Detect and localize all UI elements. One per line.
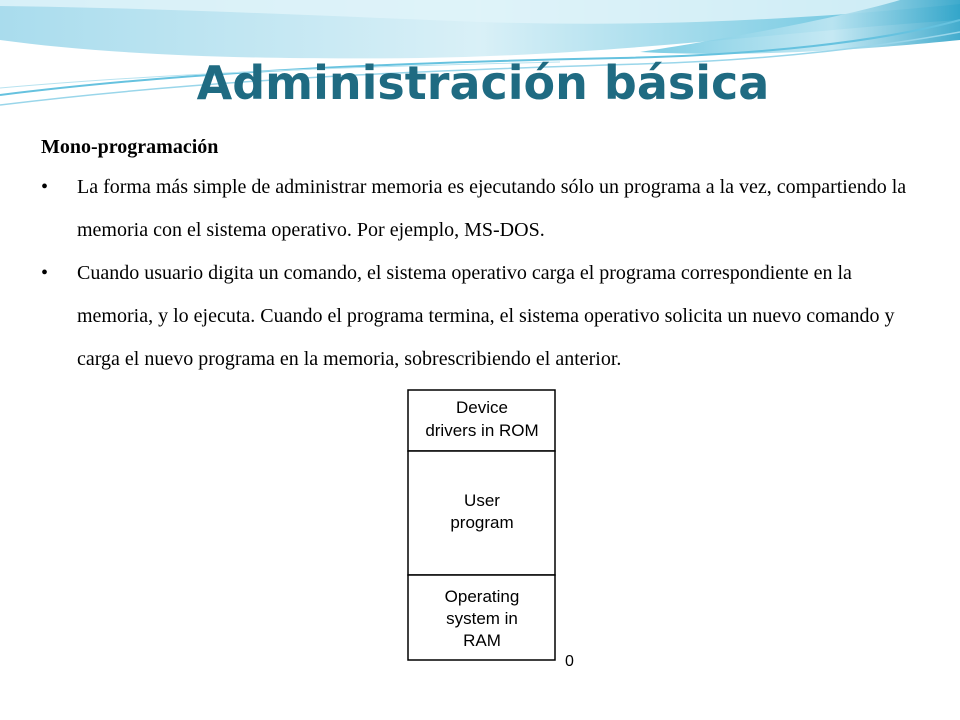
bullet-dot-icon: • xyxy=(41,262,49,284)
bullet-text: La forma más simple de administrar memoria es ejecutando sólo un programa a la vez, compartiendo la memoria con el sistema operativo. Por ejemplo, MS-DOS. xyxy=(77,176,907,241)
bullet-list xyxy=(41,166,921,381)
user-program-label-line1: User xyxy=(464,491,500,510)
memory-layout-diagram xyxy=(390,383,590,683)
bullet-text: Cuando usuario digita un comando, el sistema operativo carga el programa correspondiente en la memoria, y lo ejecuta. Cuando el programa termina, el sistema operativo solicita un nuevo comando y carga el nuevo programa en la memoria, sobrescribiendo el anterior. xyxy=(77,262,895,370)
os-label-line1: Operating xyxy=(444,587,520,606)
section-subtitle: Mono-programación xyxy=(41,136,219,158)
slide-title: Administración básica xyxy=(196,56,770,110)
address-zero-label: 0 xyxy=(565,653,574,670)
bullet-item xyxy=(41,252,921,381)
rom-label-line1: Device xyxy=(456,398,508,417)
bullet-item xyxy=(41,166,921,252)
os-label-line2: system in xyxy=(446,609,518,628)
os-label-line3: RAM xyxy=(463,631,501,650)
rom-label-line2: drivers in ROM xyxy=(425,421,539,440)
bullet-dot-icon: • xyxy=(41,176,49,198)
user-program-label-line2: program xyxy=(450,513,514,532)
